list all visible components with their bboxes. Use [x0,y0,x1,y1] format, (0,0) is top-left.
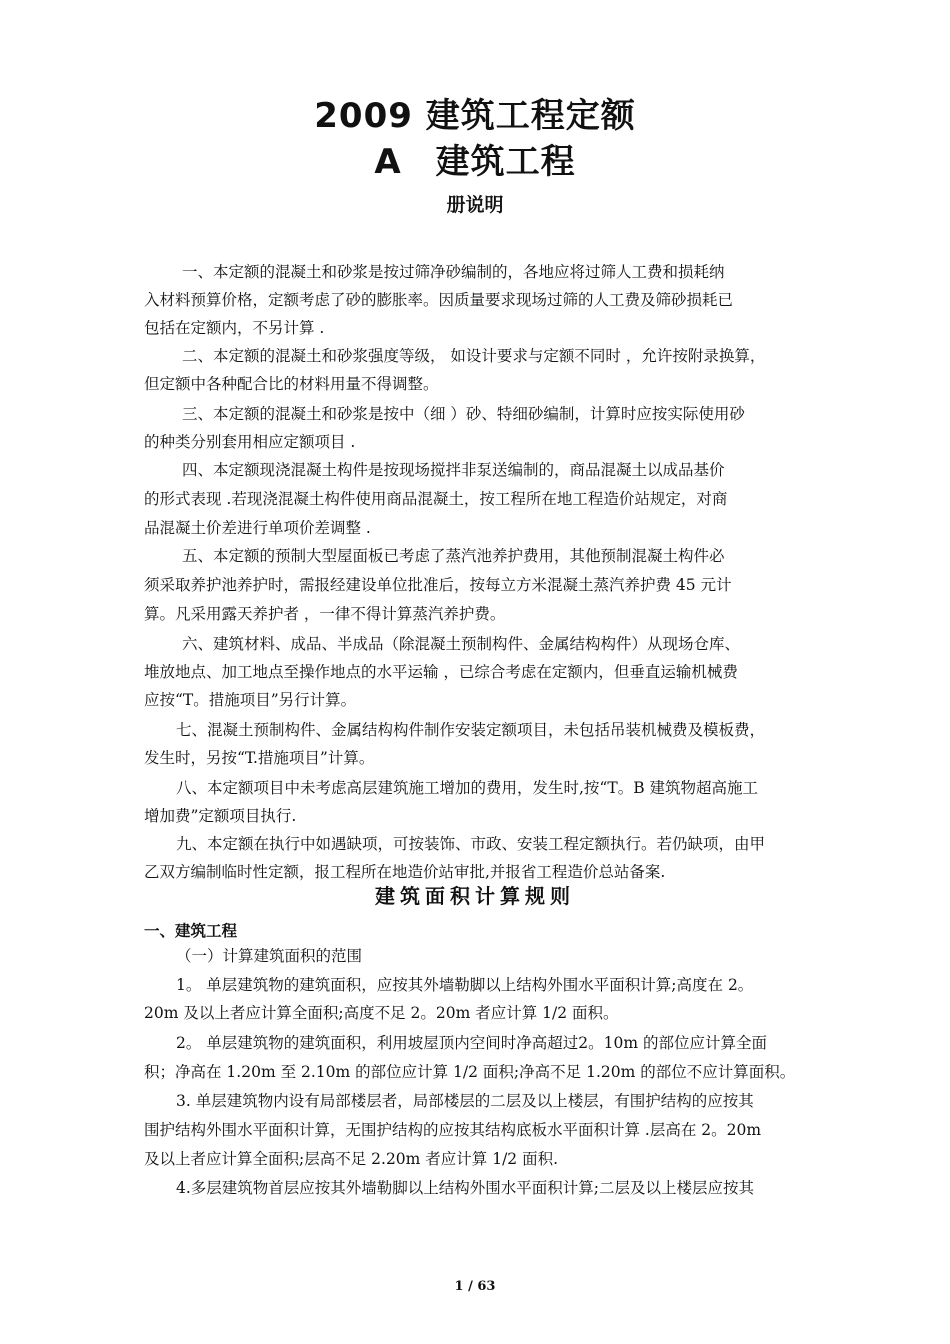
note-line: 的形式表现 .若现浇混凝土构件使用商品混凝土，按工程所在地工程造价站规定，对商 [144,490,728,508]
rule-line: 积；净高在 1.20m 至 2.10m 的部位应计算 1/2 面积;净高不足 1.20m 的部位不应计算面积。 [144,1063,796,1081]
rule-line: （一）计算建筑面积的范围 [176,947,363,965]
rule-line: 及以上者应计算全面积;层高不足 2.20m 者应计算 1/2 面积. [144,1150,559,1168]
document-title: 2009 建筑工程定额 [314,96,636,136]
note-line: 包括在定额内，不另计算 . [144,319,325,337]
note-line: 七、混凝土预制构件、金属结构构件制作安装定额项目，未包括吊装机械费及模板费， [176,721,766,739]
rule-line: 2。 单层建筑物的建筑面积，利用坡屋顶内空间时净高超过2。10m 的部位应计算全面 [176,1034,768,1052]
page-number: 1 / 63 [454,1279,496,1294]
note-line: 五、本定额的预制大型屋面板已考虑了蒸汽池养护费用，其他预制混凝土构件必 [182,547,725,565]
note-line: 应按“T。措施项目”另行计算。 [144,691,357,709]
document-subtitle [0,134,950,183]
note-line: 三、本定额的混凝土和砂浆是按中（细 ）砂、特细砂编制，计算时应按实际使用砂 [182,405,745,423]
note-line: 但定额中各种配合比的材料用量不得调整。 [144,375,439,393]
note-line: 算。凡采用露天养护者 ，一律不得计算蒸汽养护费。 [144,605,506,623]
note-line: 一、本定额的混凝土和砂浆是按过筛净砂编制的，各地应将过筛人工费和损耗纳 [182,263,725,281]
rule-line: 20m 及以上者应计算全面积;高度不足 2。20m 者应计算 1/2 面积。 [144,1004,619,1022]
note-line: 入材料预算价格，定额考虑了砂的膨胀率。因质量要求现场过筛的人工费及筛砂损耗已 [144,291,734,309]
note-line: 四、本定额现浇混凝土构件是按现场搅拌非泵送编制的，商品混凝土以成品基价 [182,461,725,479]
note-line: 堆放地点、加工地点至操作地点的水平运输 ，已综合考虑在定额内，但垂直运输机械费 [144,663,738,681]
note-line: 增加费”定额项目执行. [144,807,297,825]
rules-heading: 一、建筑工程 [144,922,238,940]
note-line: 品混凝土价差进行单项价差调整 . [144,519,371,537]
note-line: 八、本定额项目中未考虑高层建筑施工增加的费用，发生时,按“T。B 建筑物超高施工 [176,779,759,797]
note-line: 二、本定额的混凝土和砂浆强度等级， 如设计要求与定额不同时 ，允许按附录换算， [182,347,766,365]
subtitle-letter: A [374,142,402,182]
note-line: 六、建筑材料、成品、半成品（除混凝土预制构件、金属结构构件）从现场仓库、 [182,635,741,653]
rule-line: 3. 单层建筑物内设有局部楼层者，局部楼层的二层及以上楼层，有围护结构的应按其 [176,1092,754,1110]
rule-line: 1。 单层建筑物的建筑面积，应按其外墙勒脚以上结构外围水平面积计算;高度在 2。 [176,976,754,994]
note-line: 发生时，另按“T.措施项目”计算。 [144,749,375,767]
rule-line: 4.多层建筑物首层应按其外墙勒脚以上结构外围水平面积计算;二层及以上楼层应按其 [176,1179,755,1197]
note-line: 乙双方编制临时性定额，报工程所在地造价站审批,并报省工程造价总站备案. [144,863,666,881]
note-line: 九、本定额在执行中如遇缺项，可按装饰、市政、安装工程定额执行。若仍缺项，由甲 [176,835,766,853]
note-line: 的种类分别套用相应定额项目 . [144,433,356,451]
rule-line: 围护结构外围水平面积计算，无围护结构的应按其结构底板水平面积计算 .层高在 2。20m [144,1121,762,1139]
section-heading: 册说明 [446,194,504,216]
subtitle-text: 建筑工程 [435,142,576,182]
rules-title: 建筑面积计算规则 [375,884,575,908]
note-line: 须采取养护池养护时，需报经建设单位批准后，按每立方米混凝土蒸汽养护费 45 元计 [144,576,732,594]
